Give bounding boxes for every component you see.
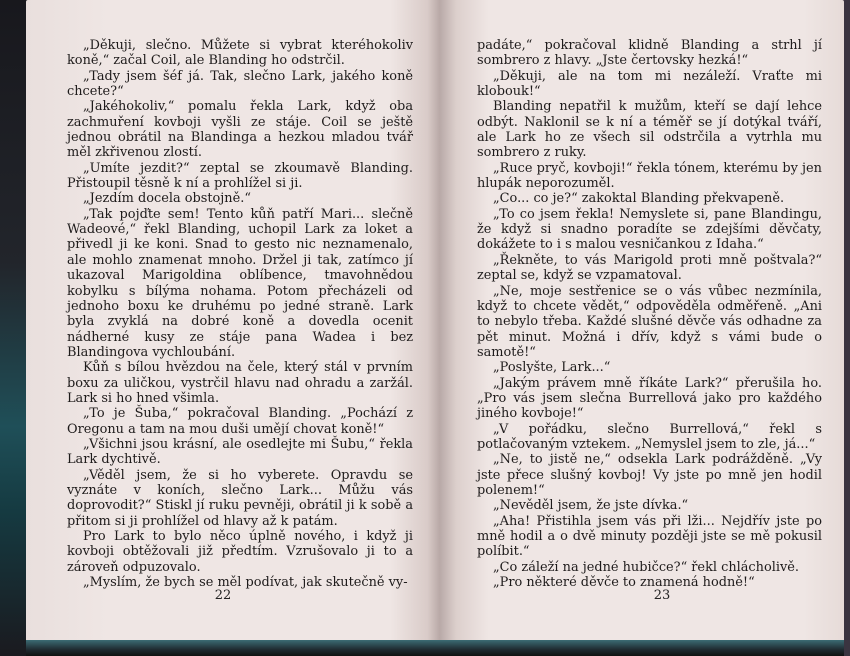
left-page-text (67, 38, 413, 590)
paragraph: „Umíte jezdit?“ zeptal se zkoumavě Blanding. Přistoupil těsně k ní a prohlížel si ji. (67, 160, 413, 192)
right-page (440, 0, 844, 648)
paragraph: „Jakým právem mně říkáte Lark?“ přerušila ho. „Pro vás jsem slečna Burrellová jako pro každého jiného kovboje!“ (477, 375, 822, 422)
paragraph: Kůň s bílou hvězdou na čele, který stál v prvním boxu za uličkou, vystrčil hlavu nad ohradu a zaržál. Lark si ho hned všimla. (67, 360, 413, 406)
paragraph: Blanding nepatřil k mužům, kteří se dají lehce odbýt. Naklonil se k ní a téměř se jí dotýkal tváří, ale Lark ho ze všech sil odstrčila a vytrhla mu sombrero z ruky. (477, 99, 822, 161)
paragraph: „V pořádku, slečno Burrellová,“ řekl s potlačovaným vztekem. „Nemyslel jsem to zle, já...“ (477, 421, 822, 452)
paragraph: „Nevěděl jsem, že jste dívka.“ (493, 498, 689, 514)
paragraph: „Co záleží na jedné hubičce?“ řekl chlácholivě. (493, 559, 799, 575)
paragraph: „Poslyšte, Lark...“ (493, 360, 611, 376)
paragraph: „Ne, moje sestřenice se o vás vůbec nezmínila, když to chcete vědět,“ odpověděla odměřeně. „Ani to nebylo třeba. Každé slušné děvče vás odhadne za pět minut. Možná i dřív, když s vámi bude o samotě!“ (477, 283, 822, 360)
paragraph: „Aha! Přistihla jsem vás při lži... Nejdřív jste po mně hodil a o dvě minuty později jste se mě pokusil políbit.“ (477, 513, 822, 560)
book-cover-edge (0, 0, 28, 656)
left-page (26, 0, 440, 648)
paragraph: „Řekněte, to vás Marigold proti mně poštvala?“ zeptal se, když se vzpamatoval. (477, 252, 822, 284)
paragraph: „Myslím, že bych se měl podívat, jak skutečně vy- (83, 575, 408, 591)
page-number: 22 (214, 588, 232, 603)
paragraph: „Všichni jsou krásní, ale osedlejte mi Šubu,“ řekla Lark dychtivě. (67, 436, 413, 468)
paragraph: „Jakéhokoliv,“ pomalu řekla Lark, když oba zachmuření kovboji vyšli ze stáje. Coil se ještě jednou obrátil na Blandinga a hezkou mladou tvář měl zkřivenou zlostí. (67, 99, 413, 161)
paragraph: „Tady jsem šéf já. Tak, slečno Lark, jakého koně chcete?“ (67, 68, 413, 100)
paragraph: padáte,“ pokračoval klidně Blanding a strhl jí sombrero z hlavy. „Jste čertovsky hezká!“ (477, 38, 822, 69)
paragraph: „Ruce pryč, kovboji!“ řekla tónem, kterému by jen hlupák neporozuměl. (477, 160, 822, 192)
paragraph: „Ne, to jistě ne,“ odsekla Lark podrážděně. „Vy jste přece slušný kovboj! Vy jste po mně jen hodil polenem!“ (477, 452, 822, 498)
paragraph: „Co... co je?“ zakoktal Blanding překvapeně. (493, 191, 785, 207)
paragraph: „Jezdím docela obstojně.“ (83, 191, 251, 207)
paragraph: „Pro některé děvče to znamená hodně!“ (493, 575, 755, 591)
paragraph: „To je Šuba,“ pokračoval Blanding. „Pochází z Oregonu a tam na mou duši umějí chovat koně!“ (67, 406, 413, 437)
book-bottom-edge (26, 640, 844, 656)
paragraph: „Věděl jsem, že si ho vyberete. Opravdu se vyznáte v koních, slečno Lark... Můžu vás doprovodit?“ Stiskl jí ruku pevněji, obrátil ji k sobě a přitom si ji prohlížel od hlavy až k patám. (67, 467, 413, 529)
paragraph: „Děkuji, slečno. Můžete si vybrat kteréhokoliv koně,“ začal Coil, ale Blanding ho odstrčil. (67, 38, 413, 69)
paragraph: „Děkuji, ale na tom mi nezáleží. Vraťte mi klobouk!“ (477, 68, 822, 100)
right-page-text (477, 38, 822, 590)
paragraph: „Tak pojďte sem! Tento kůň patří Mari... slečně Wadeové,“ řekl Blanding, uchopil Lark za loket a přivedl ji ke koni. Snad to gesto nic neznamenalo, ale mohlo znamenat mnoho. Držel ji tak, zatímco jí ukazoval Marigoldina oblíbence, tmavohnědou kobylku s bílýma nohama. Potom přecházeli od jednoho boxu ke druhému po jedné straně. Lark byla zvyklá na dobré koně a dovedla ocenit nádherné kusy ze stáje pana Wadea i bez Blandingova vychloubání. (67, 206, 413, 360)
paragraph: „To co jsem řekla! Nemyslete si, pane Blandingu, že když si snadno poradíte se zdejšími děvčaty, dokážete to i s malou vesničankou z Idaha.“ (477, 206, 822, 253)
paragraph: Pro Lark to bylo něco úplně nového, i když ji kovboji obtěžovali již předtím. Vzrušovalo ji to a zároveň odpuzovalo. (67, 529, 413, 575)
page-number: 23 (653, 588, 671, 603)
